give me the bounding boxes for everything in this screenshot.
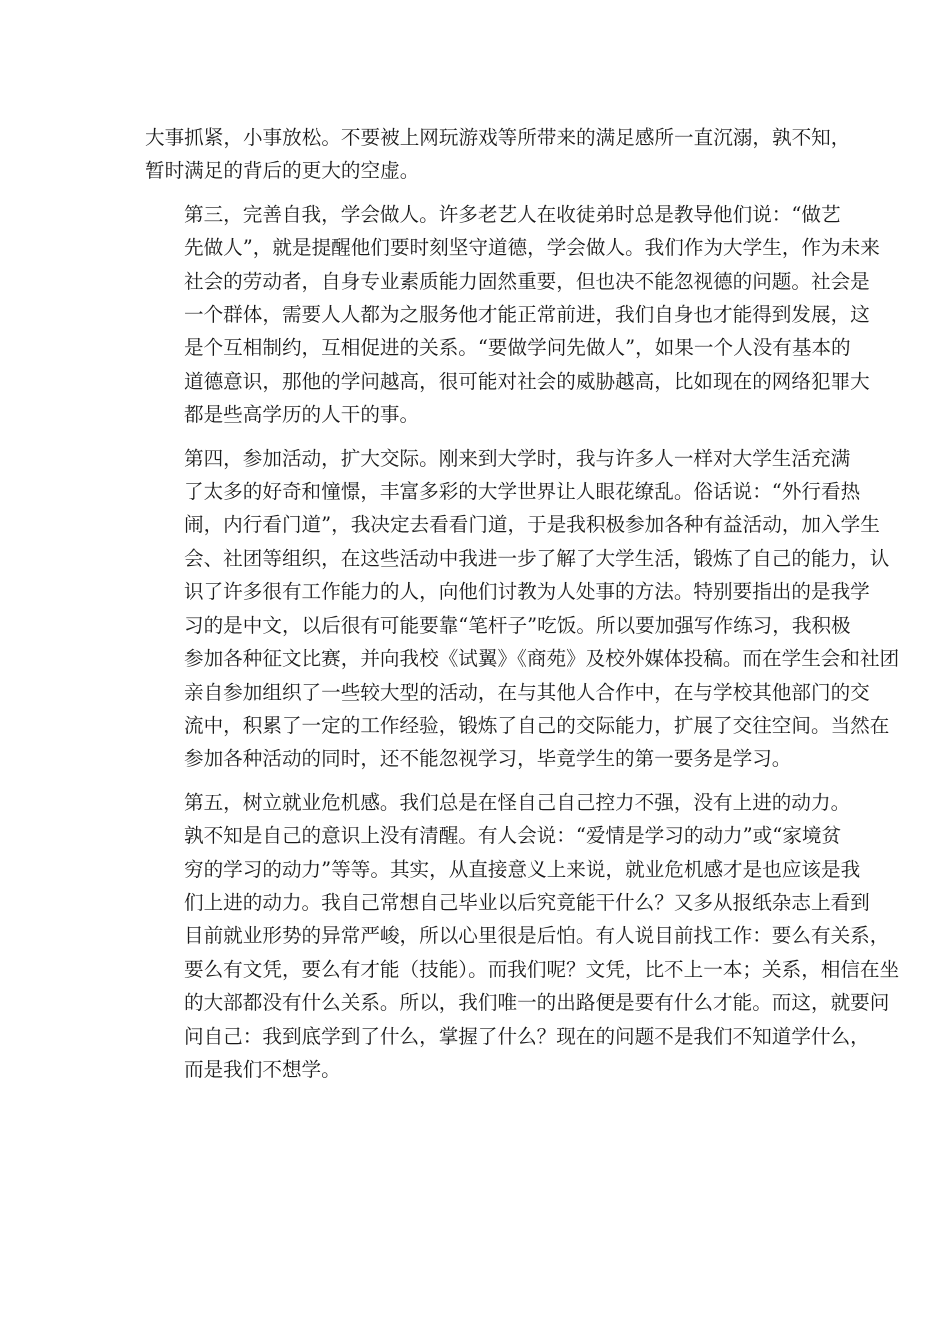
- text-line: 穷的学习的动力”等等。其实，从直接意义上来说，就业危机感才是也应该是我: [184, 857, 861, 881]
- text-line: 的大部都没有什么关系。所以，我们唯一的出路便是要有什么才能。而这，就要问: [184, 991, 890, 1015]
- text-line: 习的是中文，以后很有可能要靠“笔杆子”吃饭。所以要加强写作练习，我积极: [184, 613, 851, 637]
- text-line: 都是些高学历的人干的事。: [184, 403, 420, 427]
- text-line: 社会的劳动者，自身专业素质能力固然重要，但也决不能忽视德的问题。社会是: [184, 269, 870, 293]
- paragraph-2: [145, 198, 880, 432]
- text-line: 识了许多很有工作能力的人，向他们讨教为人处事的方法。特别要指出的是我学: [184, 580, 870, 604]
- text-line: 暂时满足的背后的更大的空虚。: [145, 159, 420, 183]
- text-line: 参加各种活动的同时，还不能忽视学习，毕竟学生的第一要务是学习。: [184, 747, 792, 771]
- text-line: 要么有文凭，要么有才能（技能）。而我们呢？文凭，比不上一本；关系，相信在坐: [184, 957, 900, 981]
- text-line: 第四，参加活动，扩大交际。刚来到大学时，我与许多人一样对大学生活充满: [184, 446, 851, 470]
- text-line: 目前就业形势的异常严峻，所以心里很是后怕。有人说目前找工作：要么有关系，: [184, 924, 890, 948]
- text-line: 道德意识，那他的学问越高，很可能对社会的威胁越高，比如现在的网络犯罪大: [184, 369, 870, 393]
- text-line: 们上进的动力。我自己常想自己毕业以后究竟能干什么？又多从报纸杂志上看到: [184, 890, 870, 914]
- paragraph-3: [145, 442, 900, 776]
- body-text: [145, 121, 900, 1096]
- text-line: 会、社团等组织，在这些活动中我进一步了解了大学生活，锻炼了自己的能力，认: [184, 546, 890, 570]
- text-line: 亲自参加组织了一些较大型的活动，在与其他人合作中，在与学校其他部门的交: [184, 680, 870, 704]
- paragraph-4: [145, 786, 900, 1087]
- text-line: 大事抓紧，小事放松。不要被上网玩游戏等所带来的满足感所一直沉溺，孰不知，: [145, 126, 851, 149]
- text-line: 了太多的好奇和憧憬，丰富多彩的大学世界让人眼花缭乱。俗话说：“外行看热: [184, 480, 861, 504]
- text-line: 参加各种征文比赛，并向我校《试翼》《商苑》及校外媒体投稿。而在学生会和社团: [184, 647, 900, 671]
- text-line: 孰不知是自己的意识上没有清醒。有人会说：“爱情是学习的动力”或“家境贫: [184, 824, 842, 848]
- text-line: 闹，内行看门道”，我决定去看看门道，于是我积极参加各种有益活动，加入学生: [184, 513, 880, 537]
- text-line: 一个群体，需要人人都为之服务他才能正常前进，我们自身也才能得到发展，这: [184, 303, 870, 327]
- text-line: 第三，完善自我，学会做人。许多老艺人在收徒弟时总是教导他们说：“做艺: [184, 202, 841, 226]
- text-line: 流中，积累了一定的工作经验，锻炼了自己的交际能力，扩展了交往空间。当然在: [184, 713, 890, 737]
- text-line: 第五，树立就业危机感。我们总是在怪自己自己控力不强，没有上进的动力。: [184, 790, 851, 814]
- text-line: 先做人”，就是提醒他们要时刻坚守道德，学会做人。我们作为大学生，作为未来: [184, 236, 880, 260]
- paragraph-1: [145, 121, 851, 188]
- text-line: 问自己：我到底学到了什么，掌握了什么？现在的问题不是我们不知道学什么，: [184, 1024, 870, 1048]
- text-line: 而是我们不想学。: [184, 1057, 341, 1081]
- text-line: 是个互相制约，互相促进的关系。“要做学问先做人”，如果一个人没有基本的: [184, 336, 851, 360]
